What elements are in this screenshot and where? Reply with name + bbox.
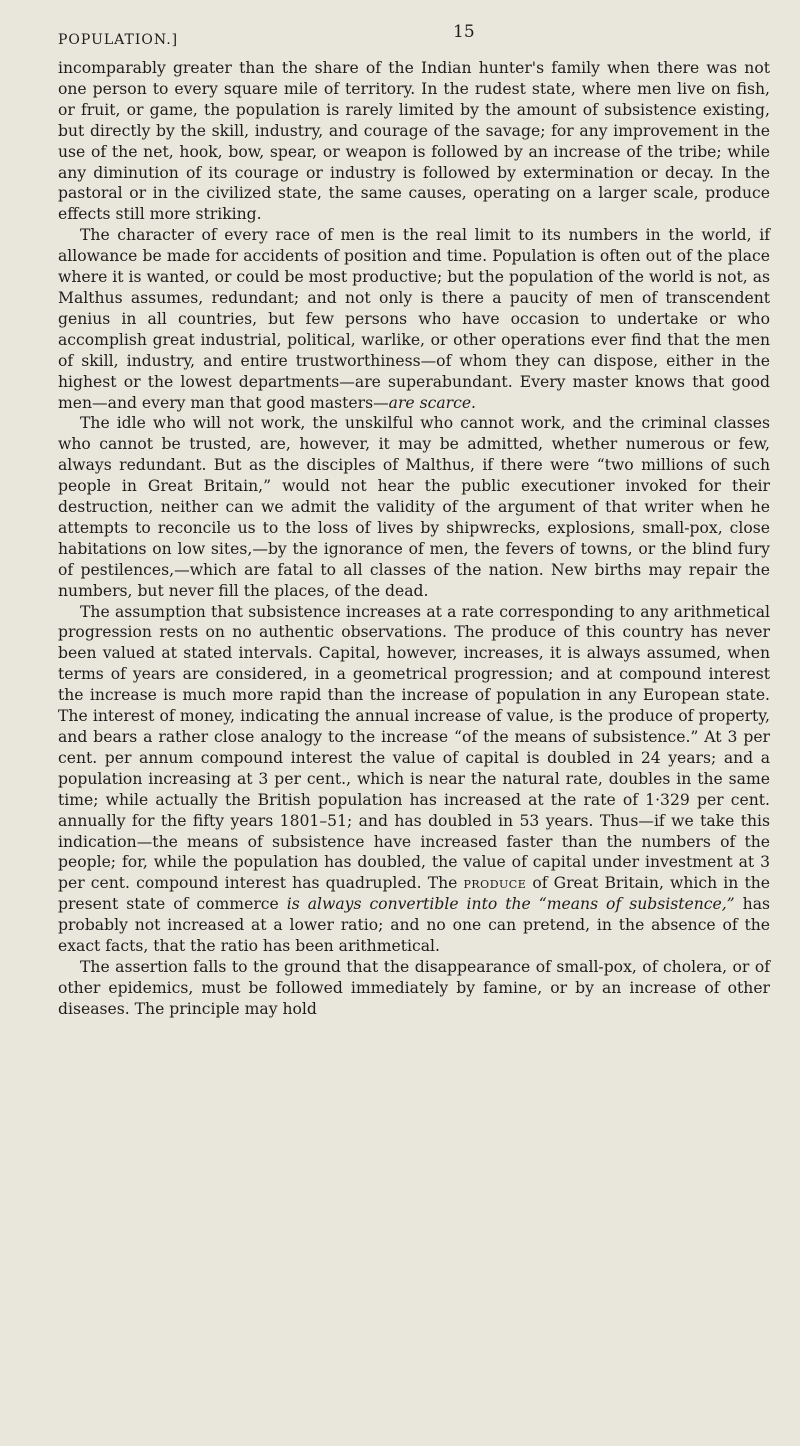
paragraph-5 — [58, 957, 770, 1020]
page-body — [58, 58, 770, 1020]
paragraph-4 — [58, 602, 770, 957]
paragraph-2-italic: are scarce. — [388, 393, 477, 412]
paragraph-4-text: The assumption that subsistence increases at a rate corresponding to any arithmetical progression rests on no authentic observations. The produce of this country has never been valued at stated intervals. Capital, however, increases, it is always assumed, when terms of years are considered, in a geometrical progression; and at compound interest the increase is much more rapid than the increase of population in any European state. The interest of money, indicating the annual increase of value, is the produce of property, and bears a rather close analogy to the increase “of the means of subsistence.” At 3 per cent. per annum compound interest the value of capital is doubled in 24 years; and a population increasing at 3 per cent., which is near the natural rate, doubles in the same time; while actually the British population has increased at the rate of 1·329 per cent. annually for the fifty years 1801–51; and has doubled in 53 years. Thus—if we take this indication—the means of subsistence have increased faster than the numbers of the people; for, while the population has doubled, the value of capital under investment at 3 per cent. compound interest has quadrupled. The — [58, 602, 770, 893]
paragraph-4-end: has probably not increased at a lower ratio; and no one can pretend, in the absence of the exact facts, that the ratio has been arithmetical. — [58, 895, 771, 956]
paragraph-3 — [58, 413, 770, 601]
paragraph-3-text: The idle who will not work, the unskilful who cannot work, and the criminal classes who cannot be trusted, are, however, it may be admitted, whether numerous or few, always redundant. But as the disciples of Malthus, if there were “two millions of such people in Great Britain,” would not hear the public executioner invoked for their destruction, neither can we admit the validity of the argument of that writer when he attempts to reconcile us to the loss of lives by shipwrecks, explosions, small-pox, close habitations on low sites,—by the ignorance of men, the fevers of towns, or the blind fury of pestilences,—which are fatal to all classes of the nation. New births may repair the numbers, but never fill the places, of the dead. — [58, 414, 770, 600]
paragraph-2 — [58, 225, 770, 413]
page-header — [58, 18, 770, 58]
produce-smallcaps: produce — [463, 874, 527, 893]
paragraph-2-text: The character of every race of men is the real limit to its numbers in the world, if allowance be made for accidents of position and time. Population is often out of the place where it is wanted, or could be most productive; but the population of the world is not, as Malthus assumes, redundant; and not only is there a paucity of men of transcendent genius in all countries, but few persons who have occasion to undertake or who accomplish great industrial, political, warlike, or other operations ever find that the men of skill, industry, and entire trustworthiness—of whom they can dispose, either in the highest or the lowest departments—are superabundant. Every master knows that good men—and every man that good masters— — [58, 226, 770, 412]
paragraph-4-italic: is always convertible into the “means of subsistence,” — [286, 895, 735, 914]
running-head: POPULATION.] — [58, 32, 179, 48]
page-number: 15 — [453, 22, 475, 42]
paragraph-5-text: The assertion falls to the ground that the disappearance of small-pox, of cholera, or of other epidemics, must be followed immediately by famine, or by an increase of other diseases. The principle may hold — [58, 957, 770, 1018]
paragraph-4-mid: of Great Britain, which in the present state of commerce — [58, 874, 770, 914]
paragraph-1 — [58, 58, 770, 225]
paragraph-1-text: incomparably greater than the share of the Indian hunter's family when there was not one person to every square mile of territory. In the rudest state, where men live on fish, or fruit, or game, the population is rarely limited by the amount of subsistence existing, but directly by the skill, industry, and courage of the savage; for any improvement in the use of the net, hook, bow, spear, or weapon is followed by an increase of the tribe; while any diminution of its courage or industry is followed by extermination or decay. In the pastoral or in the civilized state, the same causes, operating on a larger scale, produce effects still more striking. — [58, 59, 770, 224]
